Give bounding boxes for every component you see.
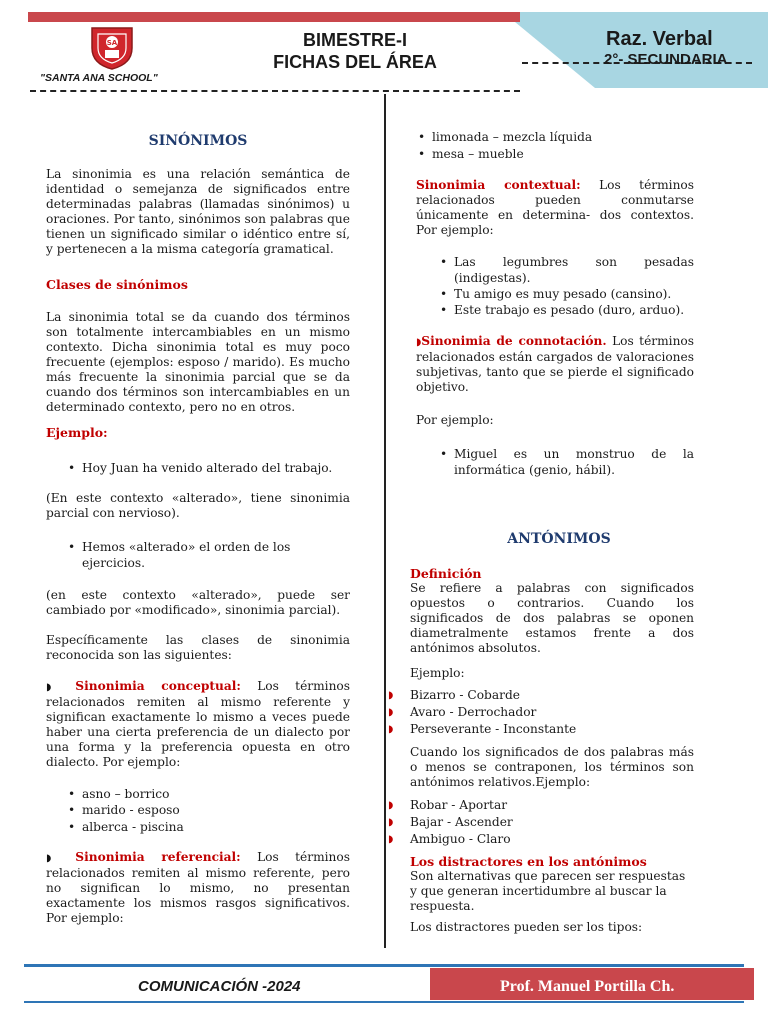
arrow-icon: ◗ (388, 690, 394, 701)
list-item: • Hoy Juan ha venido alterado del trabajo. (66, 460, 350, 477)
subject-label: Raz. Verbal (606, 28, 713, 50)
definition-text: Se refiere a palabras con significados opuestos o contrarios. Cuando los significados de dos palabras se oponen diametralmente estamos frente a dos antónimos absolutos. (410, 581, 694, 655)
relative-antonyms-list (388, 797, 694, 847)
antonyms-heading: ANTÓNIMOS (507, 531, 611, 547)
page-title-line1: BIMESTRE-I (302, 30, 407, 50)
for-example: Por ejemplo: (416, 413, 494, 427)
connotation-paragraph (416, 334, 694, 395)
page-title-line2: FICHAS DEL ÁREA (273, 52, 437, 72)
list-item: ◗ Perseverante - Inconstante (388, 721, 694, 738)
right-column (416, 129, 694, 478)
classes-intro: Específicamente las clases de sinonimia reconocida son las siguientes: (46, 632, 350, 662)
arrow-icon: ◗ (388, 723, 394, 735)
list-item: ◗ Robar - Aportar (388, 797, 694, 814)
list-item: • Hemos «alterado» el orden de los ejercicios. (66, 539, 350, 572)
conceptual-label: Sinonimia conceptual: (75, 678, 241, 693)
arrow-icon: ◗ (46, 853, 52, 864)
arrow-icon: ◗ (388, 817, 394, 829)
synonyms-heading: SINÓNIMOS (148, 133, 248, 149)
connotation-list (438, 446, 694, 478)
referential-list (416, 129, 694, 162)
conceptual-paragraph (46, 679, 350, 770)
classes-title: Clases de sinónimos (46, 277, 188, 292)
distractors-title: Los distractores en los antónimos (410, 853, 647, 869)
header-dashed-line (30, 90, 520, 92)
referential-paragraph (46, 850, 350, 926)
header-blue-band (520, 12, 768, 22)
arrow-icon: ◗ (388, 800, 394, 812)
distractors-types: Los distractores pueden ser los tipos: (410, 919, 643, 934)
conceptual-list (66, 786, 350, 836)
distractors-text: Son alternativas que parecen ser respuestas y que generan incertidumbre al buscar la respuesta. (410, 868, 686, 913)
example-title: Ejemplo: (46, 425, 108, 440)
list-item: • Este trabajo es pesado (duro, arduo). (438, 302, 694, 318)
footer-bottom-line (24, 1001, 744, 1003)
list-item: ◗ Avaro - Derrochador (388, 704, 694, 721)
left-column (46, 133, 350, 926)
footer-teacher: Prof. Manuel Portilla Ch. (500, 978, 675, 995)
connotation-text: Los términos relacionados están cargados de valoraciones subjetivas, tanto que se pierde el significado objetivo. (416, 334, 695, 394)
list-item: • alberca - piscina (66, 819, 350, 836)
contextual-paragraph (416, 178, 694, 238)
footer-top-line (24, 964, 744, 967)
list-item: • mesa – mueble (416, 146, 694, 163)
relative-antonyms-text: Cuando los significados de dos palabras más o menos se contraponen, los términos son antónimos relativos.Ejemplo: (410, 745, 694, 790)
synonyms-intro: La sinonimia es una relación semántica de identidad o semejanza de significados entre determinadas palabras (llamadas sinónimos) u oraciones. Por tanto, sinónimos son palabras que tienen un significado similar o idéntico entre sí, y pertenecen a la misma categoría gramatical. (46, 167, 350, 256)
contextual-label: Sinonimia contextual: (416, 178, 581, 192)
example-list-1 (66, 460, 350, 477)
footer-course: COMUNICACIÓN -2024 (138, 978, 301, 995)
example-label: Ejemplo: (410, 666, 465, 680)
conceptual-text: Los términos relacionados remiten al mismo referente y significan exactamente lo mismo a veces puede haber una cierta preferencia de un dialecto por una forma y la preferencia opuesta en otro dialecto. Por ejemplo: (46, 678, 351, 769)
definition-title: Definición (410, 566, 482, 581)
connotation-label: Sinonimia de connotación. (421, 334, 607, 348)
list-item: ◗ Bizarro - Cobarde (388, 687, 694, 704)
arrow-icon: ◗ (416, 337, 422, 348)
column-divider (384, 94, 386, 948)
list-item: ◗ Ambiguo - Claro (388, 831, 694, 848)
list-item: • Miguel es un monstruo de la informática (genio, hábil). (438, 446, 694, 478)
school-logo (88, 26, 136, 70)
arrow-icon: ◗ (388, 833, 394, 845)
absolute-antonyms-list (388, 687, 694, 737)
arrow-icon: ◗ (388, 706, 394, 718)
classes-text: La sinonimia total se da cuando dos términos son totalmente intercambiables en un mismo contexto. Dicha sinonimia total es muy poco frecuente (ejemplos: esposo / marido). Es mucho más frecuente la sinonimia parcial que se da cuando dos términos son intercambiables en un determinado contexto, pero no en otros. (46, 310, 350, 414)
grade-label: 2°- SECUNDARIA (604, 51, 728, 68)
list-item: • limonada – mezcla líquida (416, 129, 694, 146)
list-item: ◗ Bajar - Ascender (388, 814, 694, 831)
list-item: • Las legumbres son pesadas (indigestas). (438, 254, 694, 286)
example-list-2 (66, 539, 350, 572)
list-item: • marido - esposo (66, 802, 350, 819)
school-name: "SANTA ANA SCHOOL" (40, 72, 158, 84)
antonyms-section (388, 531, 694, 935)
svg-text:SA: SA (106, 39, 118, 47)
list-item: • Tu amigo es muy pesado (cansino). (438, 286, 694, 302)
referential-label: Sinonimia referencial: (75, 850, 241, 864)
contextual-text: Los términos relacionados pueden conmutarse únicamente en determina- dos contextos. Por ejemplo: (416, 178, 695, 237)
list-item: • asno – borrico (66, 786, 350, 803)
contextual-list (438, 254, 694, 318)
arrow-icon: ◗ (46, 681, 52, 693)
referential-text: Los términos relacionados remiten al mismo referente, pero no significan lo mismo, no presentan exactamente los mismos rasgos significativos. Por ejemplo: (46, 850, 350, 925)
example-note-1: (En este contexto «alterado», tiene sinonimia parcial con nervioso). (46, 490, 350, 520)
example-note-2: (en este contexto «alterado», puede ser cambiado por «modificado», sinonimia parcial). (46, 587, 350, 617)
